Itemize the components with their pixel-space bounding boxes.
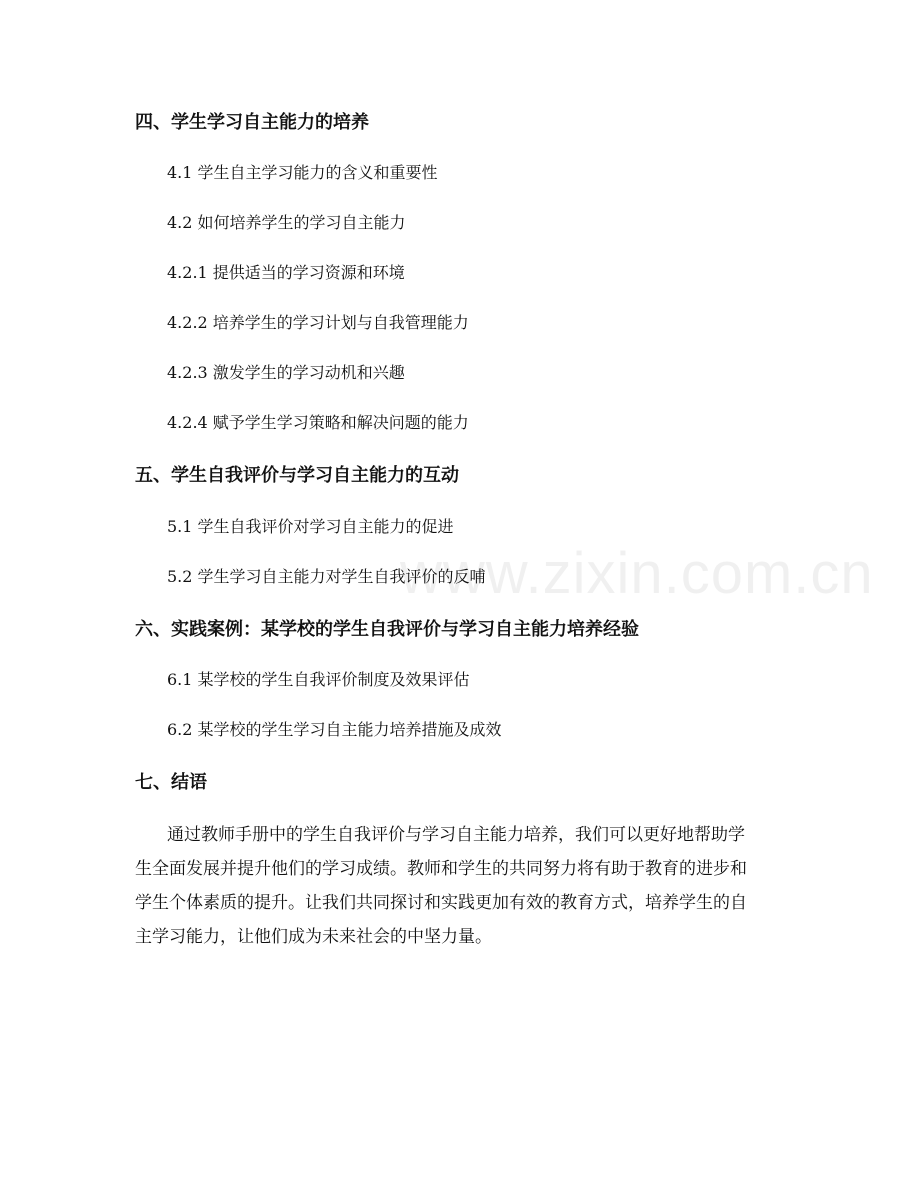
section-heading: 四、学生学习自主能力的培养 (135, 112, 369, 133)
section-heading: 六、实践案例：某学校的学生自我评价与学习自主能力培养经验 (135, 619, 639, 640)
paragraph-line: 通过教师手册中的学生自我评价与学习自主能力培养，我们可以更好地帮助学 (167, 825, 745, 845)
subsection-item: 5.1 学生自我评价对学习自主能力的促进 (167, 517, 454, 536)
subsection-item: 4.2.1 提供适当的学习资源和环境 (167, 263, 405, 282)
paragraph-line: 学生个体素质的提升。让我们共同探讨和实践更加有效的教育方式，培养学生的自 (135, 893, 747, 913)
conclusion-paragraph (135, 818, 785, 954)
subsection-item: 4.1 学生自主学习能力的含义和重要性 (167, 163, 438, 182)
subsection-item: 4.2.2 培养学生的学习计划与自我管理能力 (167, 313, 469, 332)
subsection-item: 6.2 某学校的学生学习自主能力培养措施及成效 (167, 720, 502, 739)
subsection-item: 4.2 如何培养学生的学习自主能力 (167, 213, 406, 232)
watermark: www.zixin.com.cn (400, 541, 874, 606)
section-heading: 七、结语 (135, 772, 207, 793)
subsection-item: 4.2.3 激发学生的学习动机和兴趣 (167, 363, 405, 382)
paragraph-line: 主学习能力，让他们成为未来社会的中坚力量。 (135, 927, 492, 947)
paragraph-line: 生全面发展并提升他们的学习成绩。教师和学生的共同努力将有助于教育的进步和 (135, 859, 747, 879)
section-heading: 五、学生自我评价与学习自主能力的互动 (135, 465, 459, 486)
subsection-item: 4.2.4 赋予学生学习策略和解决问题的能力 (167, 413, 469, 432)
subsection-item: 6.1 某学校的学生自我评价制度及效果评估 (167, 670, 470, 689)
subsection-item: 5.2 学生学习自主能力对学生自我评价的反哺 (167, 567, 486, 586)
